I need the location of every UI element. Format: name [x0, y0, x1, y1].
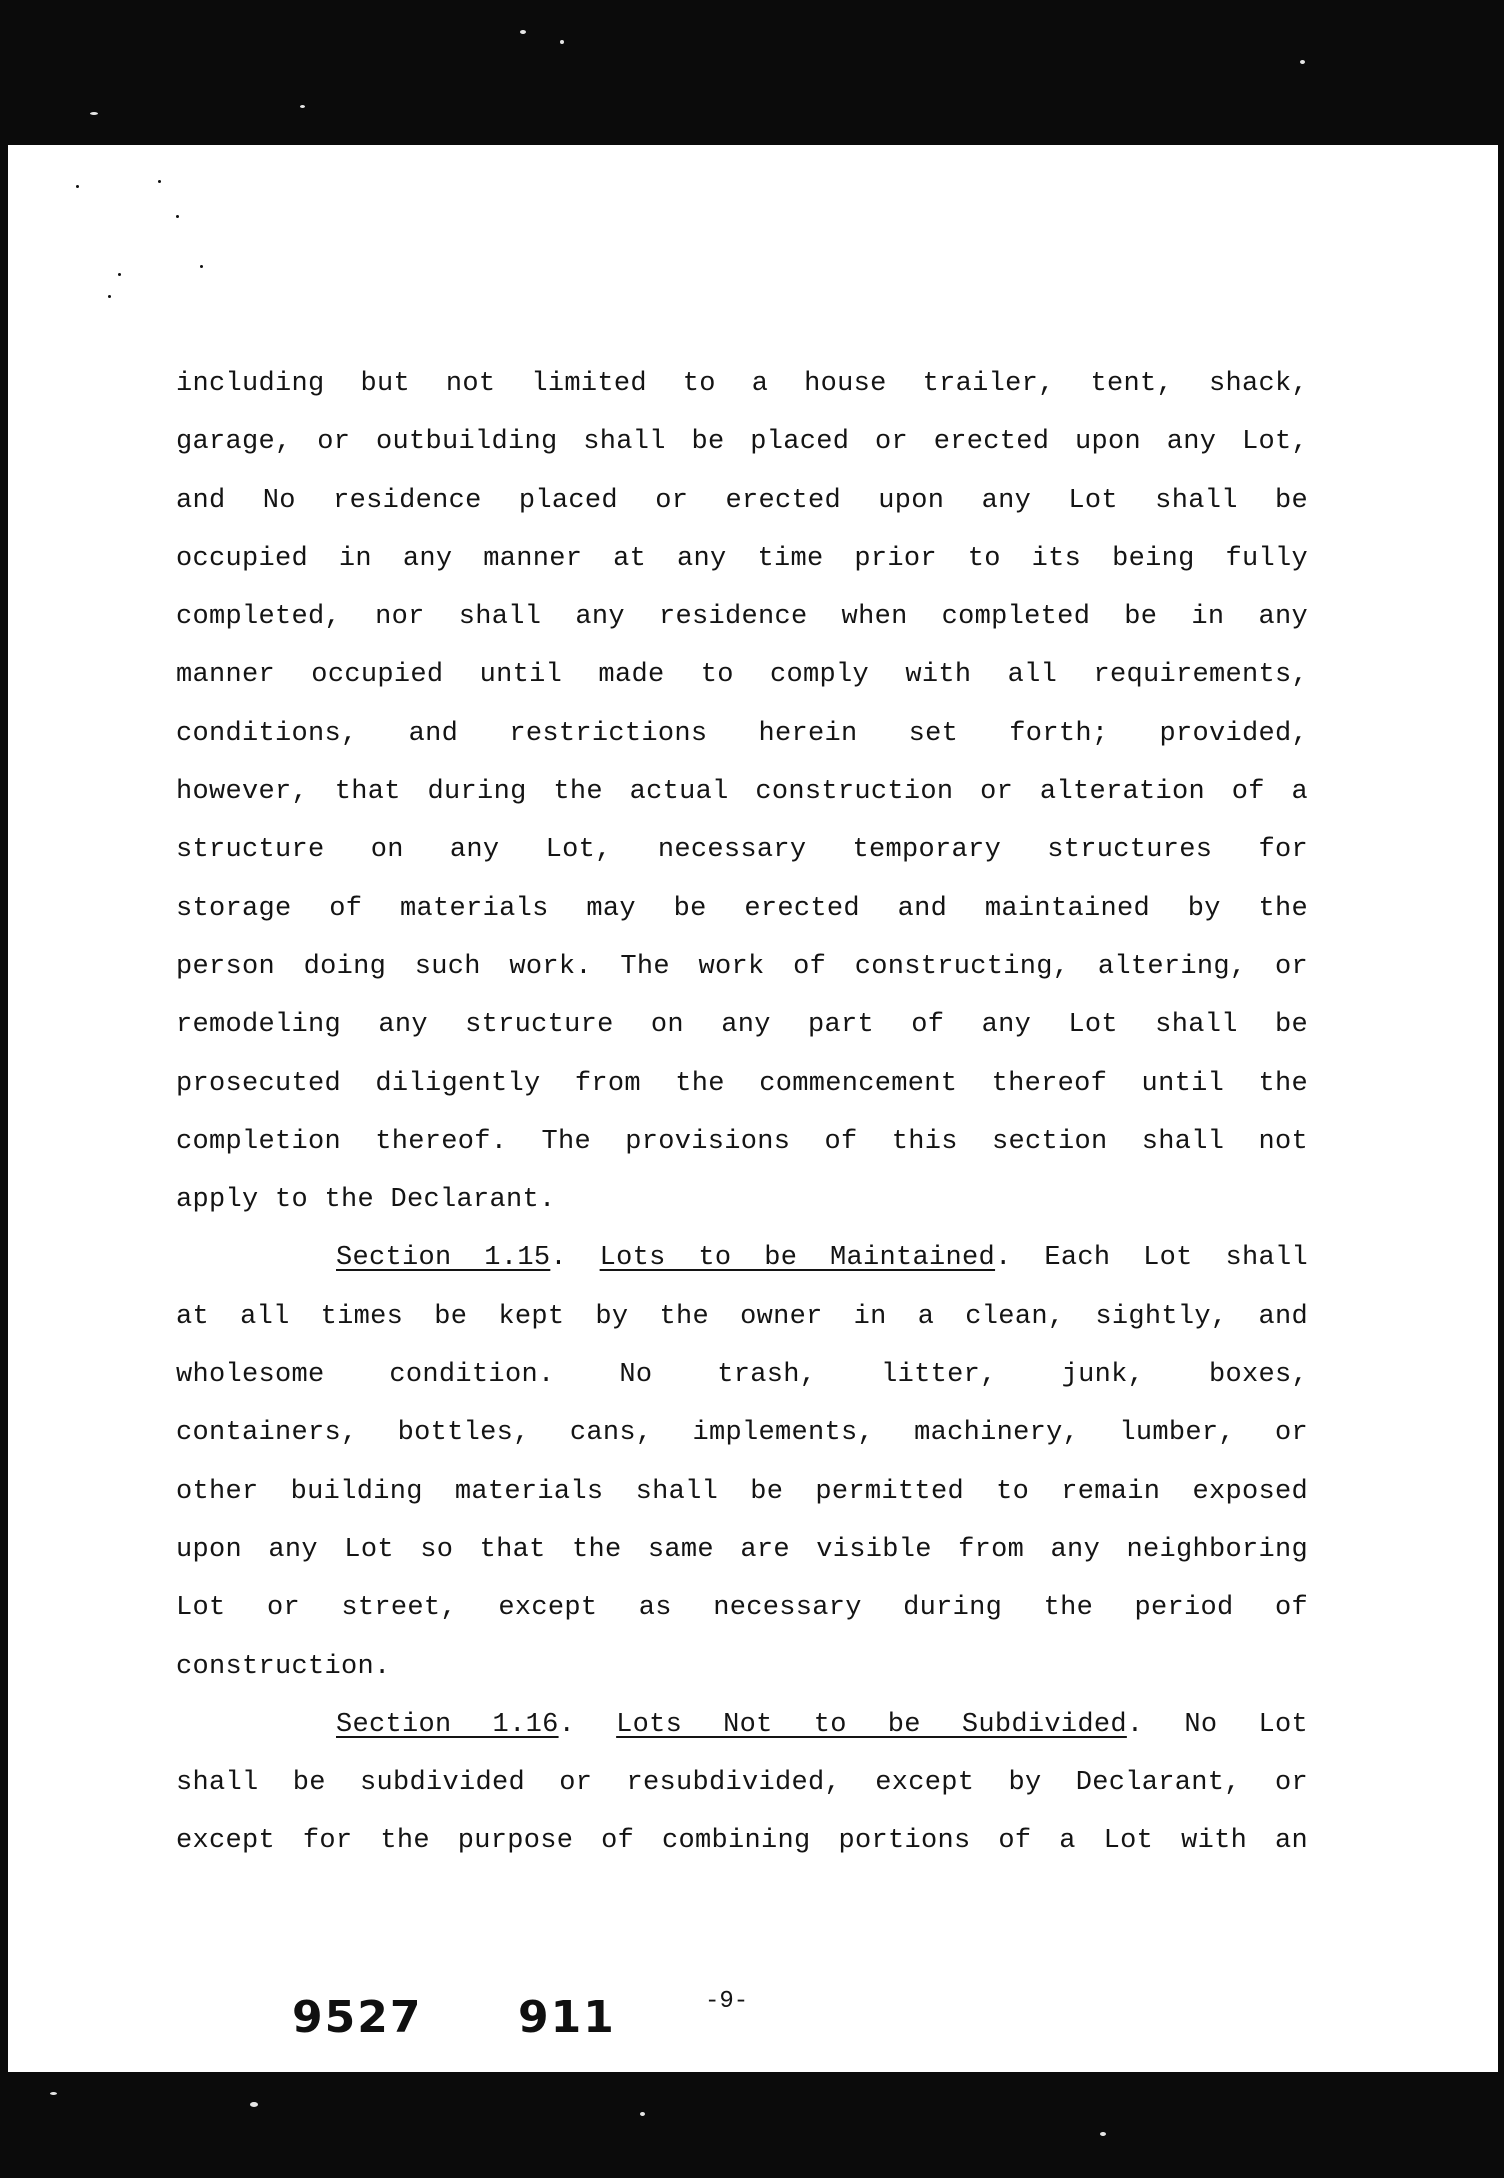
body-line: containers, bottles, cans, implements, machinery, lumber, or: [176, 1418, 1308, 1449]
body-line: remodeling any structure on any part of any Lot shall be: [176, 1010, 1308, 1041]
body-line: Lot or street, except as necessary during the period of: [176, 1593, 1308, 1624]
document-body: [176, 355, 1308, 1871]
body-line: prosecuted diligently from the commencement thereof until the: [176, 1068, 1308, 1099]
body-text: No Lot: [1184, 1709, 1308, 1740]
body-line: shall be subdivided or resubdivided, except by Declarant, or: [176, 1768, 1308, 1799]
section-number: Section 1.16: [336, 1709, 559, 1740]
body-line: except for the purpose of combining portions of a Lot with an: [176, 1826, 1308, 1857]
section-1-16-heading-line: Section 1.16. Lots Not to be Subdivided. No Lot: [336, 1709, 1308, 1740]
body-line: manner occupied until made to comply with all requirements,: [176, 660, 1308, 691]
body-line: person doing such work. The work of constructing, altering, or: [176, 951, 1308, 982]
page-number: -9-: [705, 1988, 749, 2015]
body-line: including but not limited to a house trailer, tent, shack,: [176, 369, 1308, 399]
scan-border-top: [0, 0, 1504, 145]
body-text: Each Lot shall: [1044, 1243, 1308, 1274]
body-line: storage of materials may be erected and maintained by the: [176, 893, 1308, 924]
body-line: and No residence placed or erected upon any Lot shall be: [176, 485, 1308, 516]
body-line: garage, or outbuilding shall be placed or erected upon any Lot,: [176, 427, 1308, 458]
section-title: Lots to be Maintained: [599, 1243, 996, 1274]
scan-border-bottom: [0, 2072, 1504, 2178]
document-page: [8, 145, 1498, 2072]
section-number: Section 1.15: [336, 1243, 551, 1274]
body-line: construction.: [176, 1651, 391, 1682]
body-line: completed, nor shall any residence when completed be in any: [176, 602, 1308, 633]
body-line: structure on any Lot, necessary temporary structures for: [176, 835, 1308, 866]
book-number: 9527: [292, 1992, 423, 2043]
section-title: Lots Not to be Subdivided: [616, 1709, 1127, 1740]
body-line: at all times be kept by the owner in a clean, sightly, and: [176, 1301, 1308, 1332]
body-line: apply to the Declarant.: [176, 1185, 556, 1216]
page-reference: 911: [518, 1992, 616, 2043]
body-line: wholesome condition. No trash, litter, junk, boxes,: [176, 1360, 1308, 1391]
section-1-15-heading-line: Section 1.15. Lots to be Maintained. Each Lot shall: [336, 1243, 1308, 1274]
body-line: conditions, and restrictions herein set forth; provided,: [176, 718, 1308, 749]
body-line: completion thereof. The provisions of this section shall not: [176, 1126, 1308, 1157]
body-line: other building materials shall be permitted to remain exposed: [176, 1476, 1308, 1507]
body-line: upon any Lot so that the same are visible from any neighboring: [176, 1534, 1308, 1565]
body-line: occupied in any manner at any time prior to its being fully: [176, 543, 1308, 574]
body-line: however, that during the actual construction or alteration of a: [176, 777, 1308, 808]
